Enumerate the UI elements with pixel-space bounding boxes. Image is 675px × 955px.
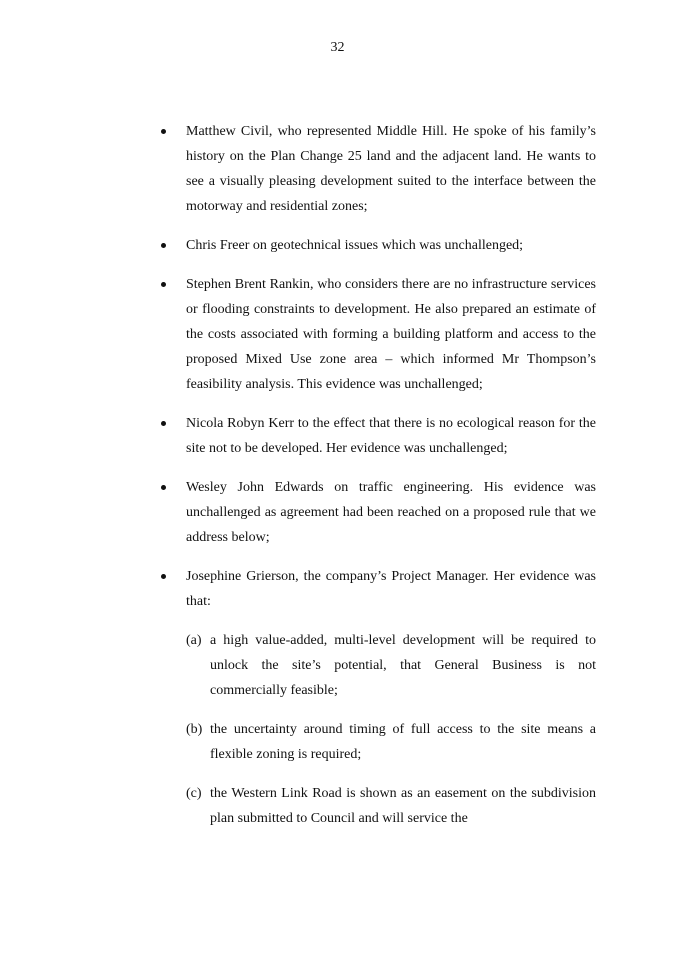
sub-item-text: a high value-added, multi-level development will be required to unlock the site’s potential, that General Business is not commercially feasible; <box>210 633 596 698</box>
sub-item-marker: (a) <box>186 633 202 648</box>
bullet-item-wesley-edwards <box>161 475 596 550</box>
bullet-text: Josephine Grierson, the company’s Project Manager. Her evidence was that: <box>186 569 596 609</box>
page-number: 32 <box>330 40 345 55</box>
bullet-item-nicola-kerr <box>161 411 596 461</box>
bullet-text: Nicola Robyn Kerr to the effect that there is no ecological reason for the site not to be developed. Her evidence was unchallenged; <box>186 416 596 456</box>
sub-list <box>161 628 596 831</box>
bullet-text: Wesley John Edwards on traffic engineering. His evidence was unchallenged as agreement had been reached on a proposed rule that we address below; <box>186 480 596 545</box>
bullet-item-matthew-civil <box>161 119 596 219</box>
bullet-icon <box>161 485 166 490</box>
bullet-item-josephine-grierson <box>161 564 596 614</box>
bullet-icon <box>161 129 166 134</box>
sub-item-text: the uncertainty around timing of full access to the site means a flexible zoning is required; <box>210 722 596 762</box>
sub-item-text: the Western Link Road is shown as an easement on the subdivision plan submitted to Council and will service the <box>210 786 596 826</box>
bullet-text: Stephen Brent Rankin, who considers there are no infrastructure services or flooding constraints to development. He also prepared an estimate of the costs associated with forming a building platform and access to the proposed Mixed Use zone area – which informed Mr Thompson’s feasibility analysis. This evidence was unchallenged; <box>186 277 596 392</box>
document-body <box>161 119 596 845</box>
bullet-item-chris-freer <box>161 233 596 258</box>
bullet-text: Matthew Civil, who represented Middle Hill. He spoke of his family’s history on the Plan Change 25 land and the adjacent land. He wants to see a visually pleasing development suited to the interface between the motorway and residential zones; <box>186 124 596 214</box>
bullet-item-stephen-rankin <box>161 272 596 397</box>
sub-item-marker: (c) <box>186 786 202 801</box>
sub-item-marker: (b) <box>186 722 203 737</box>
bullet-text: Chris Freer on geotechnical issues which was unchallenged; <box>186 238 524 253</box>
bullet-icon <box>161 243 166 248</box>
bullet-icon <box>161 282 166 287</box>
sub-item-c <box>186 781 596 831</box>
bullet-icon <box>161 574 166 579</box>
bullet-icon <box>161 421 166 426</box>
sub-item-a <box>186 628 596 703</box>
sub-item-b <box>186 717 596 767</box>
